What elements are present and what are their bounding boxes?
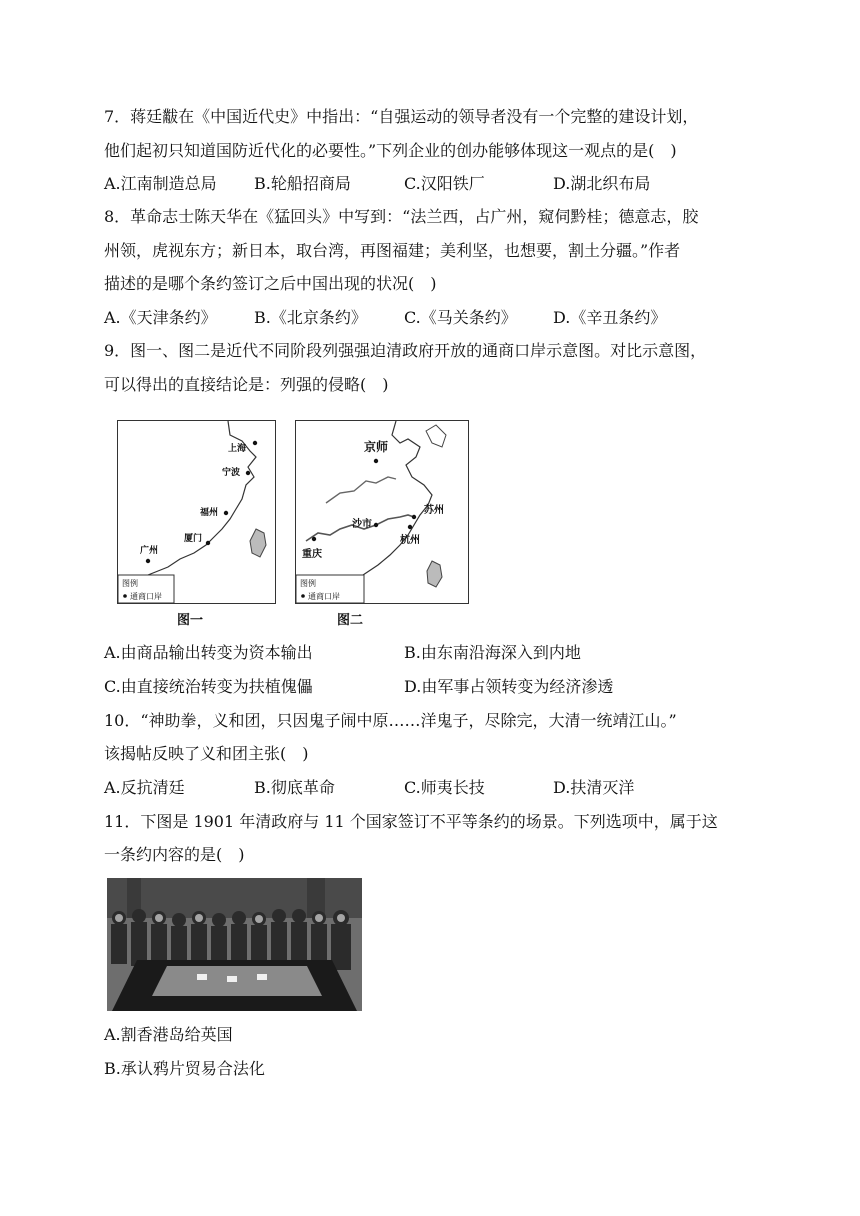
q11-option-b[interactable]: B.承认鸦片贸易合法化 (104, 1059, 265, 1078)
map-2-port-dot (312, 537, 316, 541)
q7-stem-line1: 7．蒋廷黻在《中国近代史》中指出：“自强运动的领导者没有一个完整的建设计划， (104, 107, 699, 126)
q10-option-d[interactable]: D.扶清灭洋 (553, 778, 635, 797)
map-2-port-dot (374, 459, 378, 463)
map-1-city-label: 宁波 (222, 468, 241, 478)
map-1-port-dot (246, 471, 250, 475)
map-1-port-dot (253, 441, 257, 445)
treaty-signing-photo (107, 878, 362, 1011)
map-figure-2 (295, 420, 469, 604)
map-2-port-dot (374, 523, 378, 527)
q10-option-b[interactable]: B.彻底革命 (254, 778, 335, 797)
map-1-port-dot (146, 559, 150, 563)
map-2-port-dot (408, 525, 412, 529)
q9-stem-line2: 可以得出的直接结论是：列强的侵略( ) (104, 375, 389, 394)
q7-option-c[interactable]: C.汉阳铁厂 (404, 174, 485, 193)
q11-stem-line1: 11．下图是 1901 年清政府与 11 个国家签订不平等条约的场景。下列选项中，属于这 (104, 812, 718, 831)
map-1-legend-item: 通商口岸 (130, 592, 162, 601)
map-2-city-label: 沙市 (352, 519, 372, 530)
q7-stem-line2: 他们起初只知道国防近代化的必要性。”下列企业的创办能够体现这一观点的是( ) (104, 141, 677, 160)
map-1-taiwan (250, 529, 266, 557)
q7-option-a[interactable]: A.江南制造总局 (104, 174, 217, 193)
q9-stem-line1: 9．图一、图二是近代不同阶段列强强迫清政府开放的通商口岸示意图。对比示意图， (104, 341, 707, 360)
treaty-photo-svg (107, 878, 362, 1011)
map-1-legend-title: 图例 (122, 579, 138, 588)
map-1-caption: 图一 (177, 613, 204, 628)
q10-stem-line2: 该揭帖反映了义和团主张( ) (104, 744, 309, 763)
map-2-yellow-river (326, 477, 396, 503)
map-2-caption: 图二 (337, 613, 364, 628)
q8-stem-line2: 州领，虎视东方；新日本，取台湾，再图福建；美利坚，也想要，割土分疆。”作者 (104, 241, 681, 260)
map-2-city-label: 重庆 (302, 549, 322, 560)
q7-option-d[interactable]: D.湖北织布局 (553, 174, 651, 193)
map-1-city-label: 厦门 (184, 534, 203, 544)
q10-option-a[interactable]: A.反抗清廷 (104, 778, 185, 797)
map-2-taiwan (427, 561, 442, 587)
q9-option-c[interactable]: C.由直接统治转变为扶植傀儡 (104, 677, 313, 696)
q10-option-c[interactable]: C.师夷长技 (404, 778, 485, 797)
q8-option-c[interactable]: C.《马关条约》 (404, 308, 517, 327)
q8-option-d[interactable]: D.《辛丑条约》 (553, 308, 667, 327)
map-2-city-label: 杭州 (400, 535, 420, 546)
map-2-peninsula (426, 425, 446, 447)
map-1-port-dot (224, 511, 228, 515)
map-1-city-label: 福州 (200, 508, 219, 518)
map-2-legend-dot (301, 594, 305, 598)
map-2-legend-title: 图例 (300, 579, 316, 588)
q8-option-a[interactable]: A.《天津条约》 (104, 308, 217, 327)
q11-option-a[interactable]: A.割香港岛给英国 (104, 1025, 233, 1044)
map-2-legend-item: 通商口岸 (308, 592, 340, 601)
q8-stem-line3: 描述的是哪个条约签订之后中国出现的状况( ) (104, 274, 437, 293)
map-2-port-dot (412, 515, 416, 519)
q8-option-b[interactable]: B.《北京条约》 (254, 308, 367, 327)
q10-stem-line1: 10．“神助拳，义和团，只因鬼子闹中原……洋鬼子，尽除完，大清一统靖江山。” (104, 711, 677, 730)
q11-stem-line2: 一条约内容的是( ) (104, 845, 245, 864)
map-2-svg (296, 421, 468, 603)
q9-option-a[interactable]: A.由商品输出转变为资本输出 (104, 643, 313, 662)
map-1-city-label: 广州 (140, 546, 159, 556)
q8-stem-line1: 8．革命志士陈天华在《猛回头》中写到：“法兰西，占广州，窥伺黔桂；德意志，胶 (104, 207, 699, 226)
q9-option-b[interactable]: B.由东南沿海深入到内地 (404, 643, 581, 662)
map-2-city-label: 京师 (364, 440, 389, 454)
map-2-city-label: 苏州 (424, 505, 444, 516)
q9-option-d[interactable]: D.由军事占领转变为经济渗透 (404, 677, 614, 696)
map-1-svg (118, 421, 275, 603)
map-1-port-dot (206, 541, 210, 545)
map-figure-1 (117, 420, 276, 604)
q7-option-b[interactable]: B.轮船招商局 (254, 174, 351, 193)
map-1-city-label: 上海 (228, 444, 247, 454)
map-1-legend-dot (123, 594, 127, 598)
